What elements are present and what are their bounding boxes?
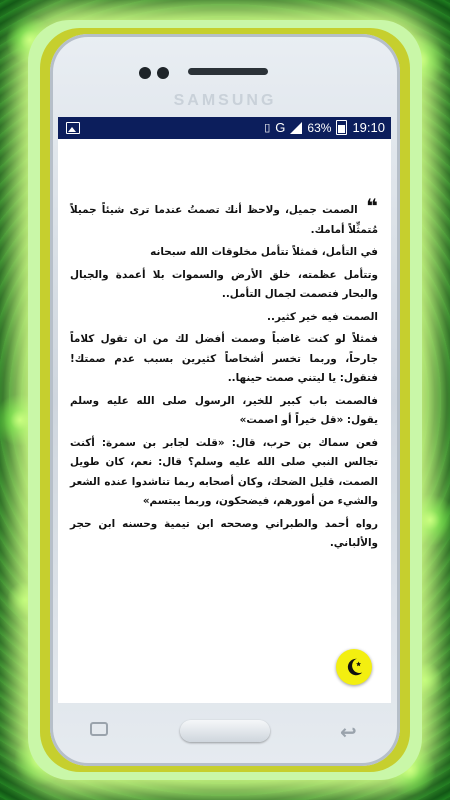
article-paragraph: رواه أحمد والطبراني وصححه ابن تيمية وحسنه ابن حجر والألباني. [70, 517, 378, 549]
battery-icon [336, 120, 347, 135]
back-button[interactable]: ↩ [340, 720, 357, 744]
app-screen [58, 117, 391, 703]
article-paragraph: الصمت فيه خير كثير.. [267, 310, 378, 323]
image-icon [66, 122, 80, 134]
signal-icon [290, 122, 302, 134]
home-button[interactable] [180, 720, 270, 742]
clock-time: 19:10 [352, 120, 385, 135]
quote-icon: ❝ [357, 194, 378, 218]
article-body [70, 194, 378, 557]
night-mode-button[interactable] [336, 649, 372, 685]
vibrate-icon: ▯ [264, 122, 271, 134]
camera-right-icon [157, 67, 169, 79]
status-bar [58, 117, 391, 139]
article-paragraph: فمثلاً لو كنت غاضباً وصمت أفضل لك من ان تقول كلاماً جارحاً، وربما تخسر أشخاصاً كثيرين بسبب عدم صمتك! فتقول: يا ليتني صمت حينها.. [70, 333, 378, 384]
recent-apps-button[interactable] [90, 722, 108, 736]
article-paragraph: وتتأمل عظمته، خلق الأرض والسموات بلا أعمدة والجبال والبحار فتصمت لجمال التأمل.. [70, 268, 378, 300]
device-brand: SAMSUNG [173, 92, 277, 109]
battery-percent: 63% [307, 120, 332, 135]
article-paragraph: فعن سماك بن حرب، قال: «قلت لجابر بن سمرة: أكنت تجالس النبي صلى الله عليه وسلم؟ قال: نعم، كان طويل الصمت، قليل الضحك، وكان أصحابه ربما تناشدوا عنده الشعر والشيء من أمورهم، فيضحكون، وربما يبتسم» [70, 436, 378, 507]
article-paragraph: فالصمت باب كبير للخير، الرسول صلى الله عليه وسلم يقول: «قل خيراً أو اصمت» [70, 394, 378, 426]
network-type: G [275, 120, 286, 135]
paragraph-text: الصمت جميل، ولاحظ أنك تصمتُ عندما ترى شيئاً جميلاً مُتمثِّلاً أمامك. [70, 204, 378, 236]
article-paragraph [70, 194, 378, 240]
status-indicators [264, 120, 385, 135]
moon-star-icon [343, 656, 365, 678]
speaker-grille [188, 68, 268, 75]
camera-left-icon [139, 67, 151, 79]
article-paragraph: في التأمل، فمثلاً تتأمل مخلوقات الله سبحانه [150, 246, 378, 258]
